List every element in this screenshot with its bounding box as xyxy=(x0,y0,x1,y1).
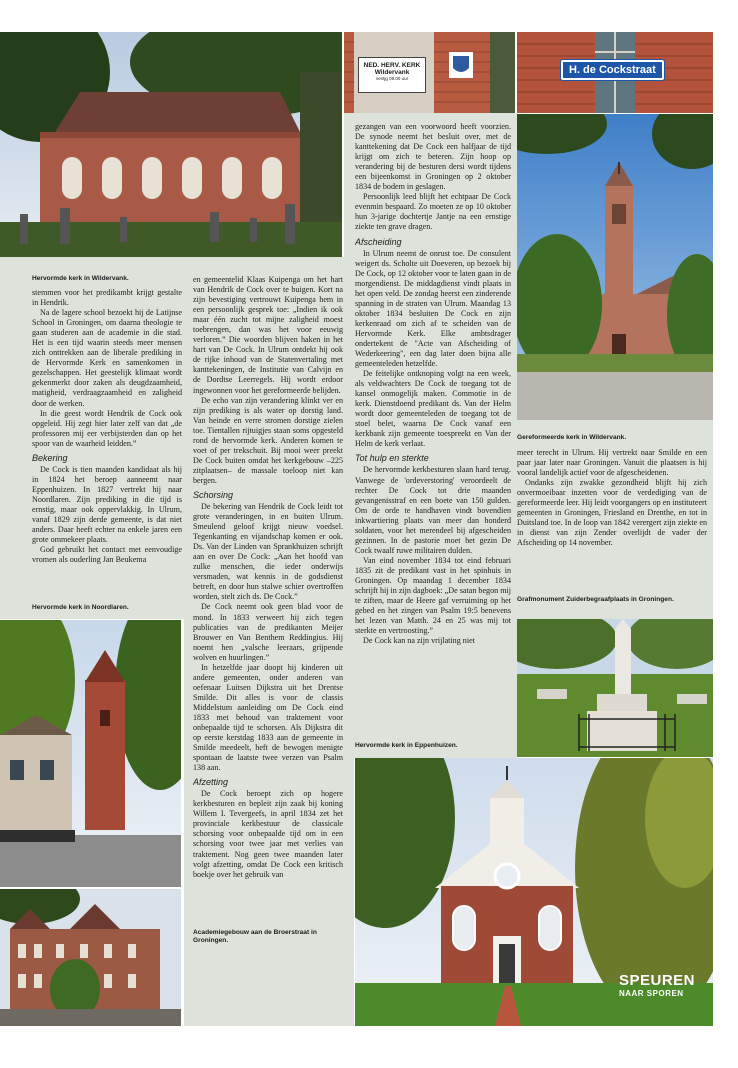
paragraph: meer terecht in Ulrum. Hij vertrekt naar Smilde en een paar jaar later naar Groningen. Vanuit die plaatsen is hij vooral landelijk actief voor de afgescheidenen. xyxy=(517,448,707,478)
paragraph: Ondanks zijn zwakke gezondheid blijft hij zich onvermoeibaar inzetten voor de verdediging van de gereformeerde leer. Hij leidt voorgangers op en instituteert gemeenten in Groningen, Friesland en Drenthe, en tot in Duitsland toe. In de loop van 1842 verergert zijn ziekte en in dienst van zijn Zender overlijdt de vader der Afscheiding op 14 november. xyxy=(517,478,707,548)
paragraph: In hetzelfde jaar doopt hij kinderen uit andere gemeenten, onder anderen van oefenaar Luitsen Dijkstra uit het Drentse Smilde. Dit alles is voor de classis Middelstum aanleiding om De Cock eind 1833 met behoud van traktement voor onbepaalde tijd te schorsen. Als Dijkstra dit op eerste kerstdag 1833 aan de gemeente in Smilde meedeelt, heft de bewogen menigte spontaan de laatste twee verzen van Psalm 138 aan. xyxy=(193,662,343,773)
section-heading: Schorsing xyxy=(193,489,234,500)
paragraph: en gemeentelid Klaas Kuipenga om het hart van Hendrik de Cock over te buigen. Kort na zijn bevestiging vertrouwt Kuipenga hem in een persoonlijk gesprek toe: „Indien ik ook maar één zucht tot mijne zaligheid moest toebrengen, dan was het voor eeuwig verloren.” Die woorden blijven haken in het hart van De Cock. In Ulrum ontdekt hij ook de rijke inhoud van de Statenvertaling met kanttekeningen, de Institutie van Calvijn en de Dordtse Leerregels. Hij wordt erdoor ingewonnen voor het gereformeerde belijden. xyxy=(193,275,343,395)
paragraph: De echo van zijn verandering klinkt ver en zijn prediking is als water op dorstig land. Van heinde en verre stromen dorstige zielen toe. Tientallen rijtuigjes staan soms opgesteld rond de hervormde kerk. Anderen komen te voet of per trekschuit. Bij mooi weer preekt De Cock buiten omdat het kerkgebouw –225 zitplaatsen– de massale toeloop niet kan bergen. xyxy=(193,395,343,485)
photo-academiegebouw xyxy=(0,889,181,1026)
caption-noordlaren: Hervormde kerk in Noordlaren. xyxy=(32,604,129,611)
photo-grafmonument xyxy=(517,619,713,757)
caption-eppenhuizen: Hervormde kerk in Eppenhuizen. xyxy=(355,742,458,749)
caption-grafmonument: Grafmonument Zuiderbegraafplaats in Groningen. xyxy=(517,596,674,603)
article-column-1 xyxy=(32,288,182,594)
gereformeerde-church-illustration xyxy=(517,114,713,420)
church-sign-line2: Wildervank xyxy=(374,69,410,76)
article-column-2 xyxy=(193,275,343,925)
noordlaren-church-illustration xyxy=(0,620,181,887)
paragraph: stemmen voor het predikambt krijgt gestalte in Hendrik. xyxy=(32,288,182,308)
section-heading: Afscheiding xyxy=(355,236,402,247)
speuren-logo xyxy=(619,972,695,998)
article-column-3 xyxy=(355,122,511,740)
church-sign-line3: ventjg 09.00 uur xyxy=(375,76,409,81)
photo-church-sign xyxy=(344,32,515,113)
section-heading: Afzetting xyxy=(193,777,229,788)
paragraph: God gebruikt het contact met eenvoudige vromen als ouderling Jan Beukema xyxy=(32,545,182,565)
speuren-logo-line1: SPEUREN xyxy=(618,972,695,989)
paragraph: De feitelijke ontknoping volgt na een week, als veldwachters De Cock de toegang tot de kansel onmogelijk maken. Commotie in de kerk. Dienstdoend predikant ds. Van der Helm wordt door gemeenteleden de toegang tot de stoel belet, waarna De Cock vanaf een kerkbank zijn gemeente toespreekt en Van der Helm de kerk verlaat. xyxy=(355,369,511,449)
paragraph: Na de lagere school bezoekt hij de Latijnse School in Groningen, om daarna theologie te gaan studeren aan de academie in die stad. Het is een tijd waarin steeds meer mensen zich onttrekken aan de liberale prediking in de Hervormde Kerk en samenkomen in gezelschappen. Het geestelijk klimaat wordt gekenmerkt door zaken als deugdzaamheid, matigheid, verdraagzaamheid en zaligheid door de werken. xyxy=(32,308,182,408)
street-sign: H. de Cockstraat xyxy=(561,60,664,80)
academiegebouw-illustration xyxy=(0,889,181,1026)
caption-hervormde-kerk-wildervank: Hervormde kerk in Wildervank. xyxy=(32,275,129,282)
photo-street-sign xyxy=(517,32,713,113)
paragraph: De bekering van Hendrik de Cock leidt tot grote veranderingen, in en buiten Ulrum. Smeulend geloof krijgt nieuw voedsel. Tegenkanting en vijandschap komen er ook. Ds. Van der Linden van Sprankhuizen schrijft aan en over De Cock: „Aan het hoofd van zulke menschen, die ieder onderwijs versmaden, wat kennis in de godsdienst betreft, en door hun stalwe schier overtroffen worden, stelt zich ds. De Cock.” xyxy=(193,501,343,602)
paragraph: De Cock neemt ook geen blad voor de mond. In 1833 verweert hij zich tegen publicaties van de predikanten Meijer Brouwer en Van Benthem Reddingius. Hij noemt hen „valsche leeraars, grijpende wolven en huurlingen.” xyxy=(193,602,343,662)
church-sign-plate xyxy=(358,57,426,93)
paragraph: De Cock is tien maanden kandidaat als hij in 1824 het beroep aanneemt naar Eppenhuizen. In 1827 vertrekt hij naar Noordlaren. Zijn prediking in die tijd is ernstig, maar ook oppervlakkig. In Ulrum, vanaf 1829 zijn derde gemeente, is dat niet anders. Daar heeft echter na enkele jaren een grote ommekeer plaats. xyxy=(32,464,182,545)
caption-gereformeerde-kerk: Gereformeerde kerk in Wildervank. xyxy=(517,434,627,441)
speuren-logo-line2: NAAR SPOREN xyxy=(618,989,684,998)
caption-academiegebouw: Academiegebouw aan de Broerstraat in Groningen. xyxy=(193,929,317,945)
church-wildervank-illustration xyxy=(0,32,342,257)
paragraph: De Cock kan na zijn vrijlating niet xyxy=(363,636,475,646)
paragraph: Persoonlijk leed blijft het echtpaar De Cock evenmin bespaard. Zo moeten ze op 10 oktober hun 3-jarige dochtertje Jantje na een ernstige ziekte ten grave dragen. xyxy=(355,192,511,232)
article-column-4 xyxy=(517,448,707,590)
section-heading: Tot hulp en sterkte xyxy=(355,453,429,464)
paragraph: De hervormde kerkbesturen slaan hard terug. Vanwege de 'ordeverstoring' veroordeelt de rechter De Cock tot drie maanden gevangenisstraf en een boete van 150 gulden. Om de orde te handhaven vindt bovendien inkwartiering plaats van meer dan honderd soldaten, voor het merendeel bij afgescheiden gezinnen. In de pastorie moet het gezin De Cock twaalf ruwe militairen dulden. xyxy=(355,465,511,555)
section-heading: Bekering xyxy=(32,452,68,463)
church-sign-line1: NED. HERV. KERK xyxy=(363,62,421,69)
paragraph: De Cock beroept zich op hogere kerkbesturen en bepleit zijn zaak bij koning Willem I. Tevergeefs, in april 1834 zet het provinciale kerkbestuur de classicale schorsing voor onbepaalde tijd om in een schorsing voor twee jaar met verlies van traktement. Nog geen twee maanden later volgt afzetting, omdat De Cock een kritisch boekje over het gebruik van xyxy=(193,789,343,879)
paragraph: In die geest wordt Hendrik de Cock ook opgeleid. Hij zegt hier later zelf van dat „de professoren mij eer verbijsterden dan op het spoor van de waarheid leidden.” xyxy=(32,408,182,448)
photo-hervormde-kerk-wildervank xyxy=(0,32,342,257)
paragraph: Van eind november 1834 tot eind februari 1835 zit de predikant vast in het spinhuis in Groningen. Op maandag 1 december 1834 schrijft hij in zijn dagboek: „De satan begon mij te ziften, maar de Heere gaf verruiming op het gebed en het zingen van Psalm 19:5 benevens het lezen van Matth. 24 en 25 was mij tot sterkte en vertroosting.” xyxy=(355,555,511,636)
paragraph: gezangen van een voorwoord heeft voorzien. De synode neemt het besluit over, met de kanttekening dat De Cock een halfjaar de tijd krijgt om zich te beteren. Zijn hoop op verandering bij de besturen dersi wordt tijdens een bijeenkomst in Groningen op 2 oktober 1834 de bodem in geslagen. xyxy=(355,122,511,192)
photo-gereformeerde-kerk xyxy=(517,114,713,420)
photo-kerk-noordlaren xyxy=(0,620,181,887)
paragraph: In Ulrum neemt de onrust toe. De consulent weigert ds. Scholte uit Doeveren, op bezoek bij De Cock, op 12 oktober voor te laten gaan in de morgendienst. De middagdienst vindt plaats in het open veld. De zondag heerst een zinderende spanning in de straten van Ulrum. Maandag 13 oktober 1834 besluiten De Cock en zijn kerkenraad om zich af te scheiden van de Hervormde Kerk. Elke ambtsdrager ondertekent de "Acte van Afscheiding of Wederkeering", een dag later doen bijna alle gemeenteleden hetzelfde. xyxy=(355,248,511,369)
grafmonument-illustration xyxy=(517,619,713,757)
photo-kerk-eppenhuizen xyxy=(355,758,713,1026)
